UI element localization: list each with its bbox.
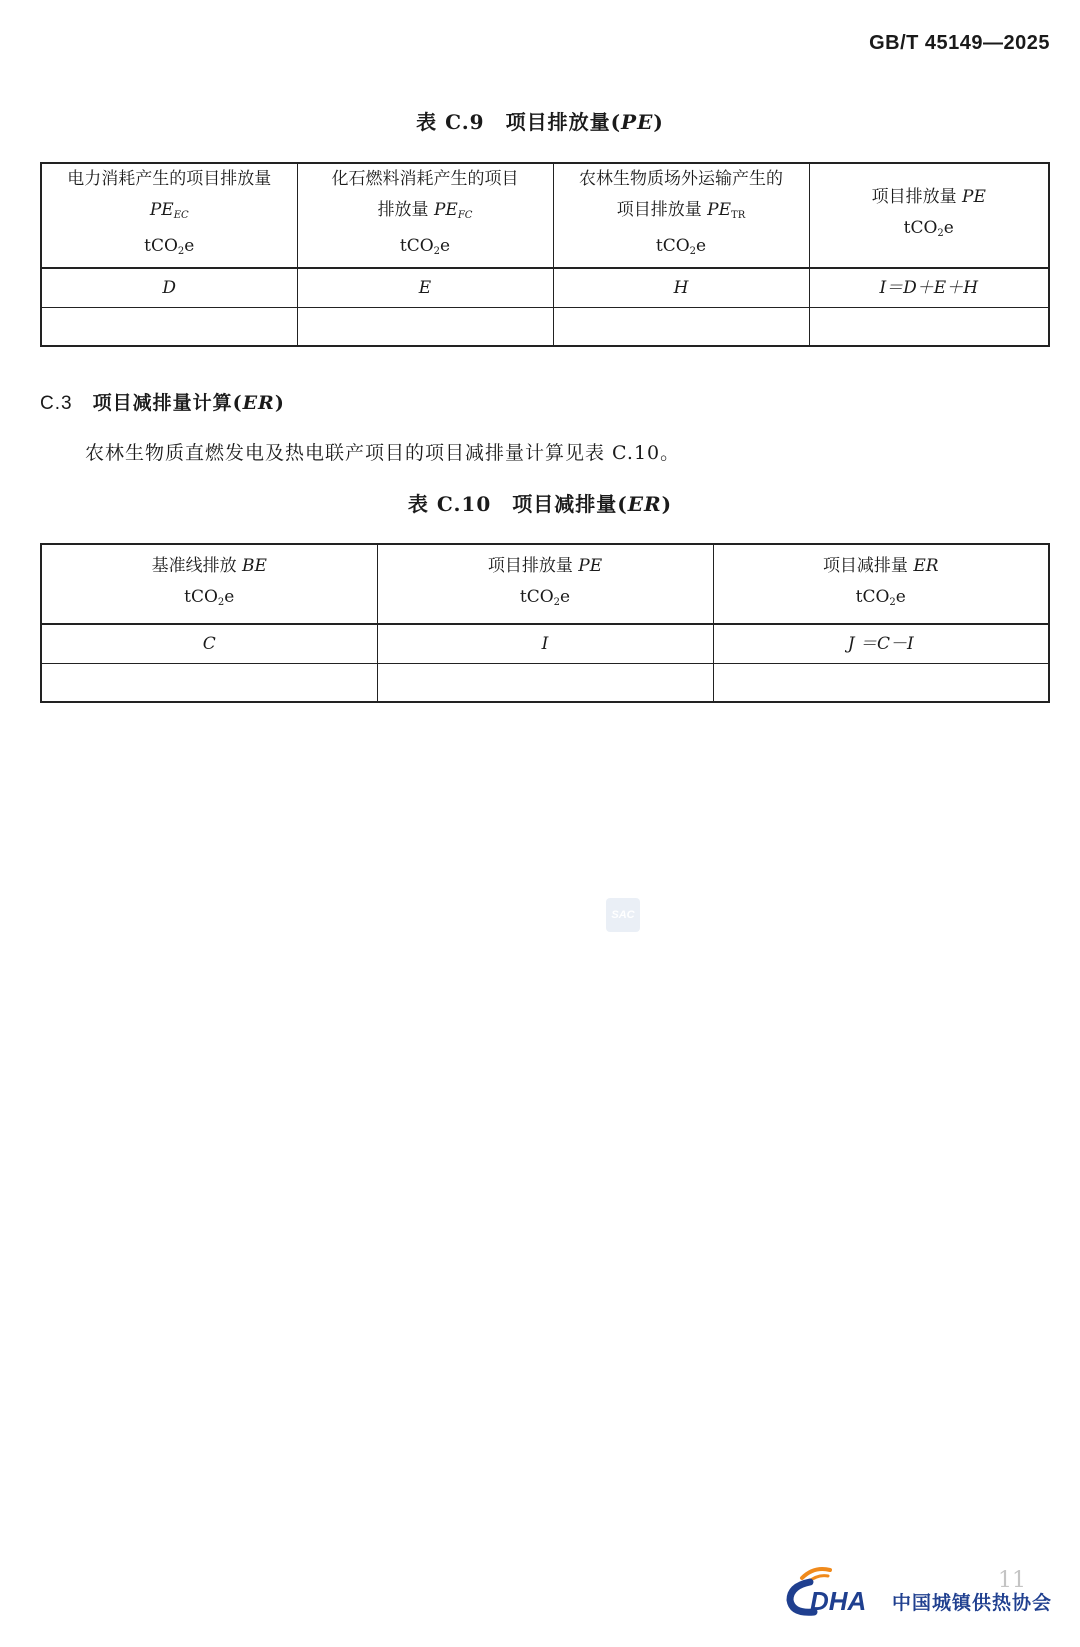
table-cell — [41, 664, 377, 703]
sac-watermark: SAC — [606, 898, 640, 932]
table-cell — [41, 308, 297, 347]
table-cell — [553, 308, 809, 347]
table-cell: I — [377, 624, 713, 664]
table-cell: C — [41, 624, 377, 664]
table-c10-header-pe — [377, 544, 713, 624]
table-cell — [377, 664, 713, 703]
table-c9-title — [0, 106, 1080, 135]
table-cell — [809, 308, 1049, 347]
header-label: 项目减排量 ER — [822, 555, 939, 576]
table-cell — [297, 308, 553, 347]
table-cell — [713, 664, 1049, 703]
table-c10-row — [41, 664, 1049, 703]
table-c10 — [40, 543, 1050, 703]
table-c9-row — [41, 268, 1049, 308]
cdha-org-name: 中国城镇供热协会 — [892, 1592, 1053, 1614]
table-cell: I＝D＋E＋H — [809, 268, 1049, 308]
table-c10-title — [0, 488, 1080, 517]
table-c10-title-var: ER — [627, 492, 662, 516]
header-var: 排放量 $PE_{FC}$ — [377, 200, 473, 221]
table-cell: H — [553, 268, 809, 308]
table-c9-title-var: PE — [621, 110, 654, 134]
table-c10-header-be — [41, 544, 377, 624]
header-unit: tCO$_2$e — [184, 586, 235, 608]
table-c9-header-tr — [553, 163, 809, 268]
table-c10-row — [41, 624, 1049, 664]
header-label: 项目排放量 PE — [487, 555, 603, 576]
header-unit: tCO$_2$e — [399, 236, 451, 257]
table-c9-header-row — [41, 163, 1049, 268]
header-label: 项目排放量 PE — [871, 187, 986, 207]
page-number: 11 — [998, 1568, 1026, 1593]
header-var: $PE_{EC}$ — [149, 200, 189, 221]
header-label: 化石燃料消耗产生的项目 — [331, 169, 519, 189]
header-unit: tCO$_2$e — [903, 218, 954, 239]
table-c9-title-prefix: 表 C.9 项目排放量( — [416, 110, 622, 134]
table-c9 — [40, 162, 1050, 347]
header-label: 电力消耗产生的项目排放量 — [67, 169, 272, 189]
svg-text:DHA: DHA — [810, 1586, 867, 1616]
table-cell: E — [297, 268, 553, 308]
standard-code: GB/T 45149—2025 — [869, 32, 1050, 54]
table-cell: J ＝C－I — [713, 624, 1049, 664]
header-var: 项目排放量 $PE_{TR}$ — [616, 200, 746, 221]
table-cell: D — [41, 268, 297, 308]
section-title-prefix: 项目减排量计算( — [92, 392, 243, 414]
section-title-var: ER — [242, 392, 275, 414]
table-c9-header-fc — [297, 163, 553, 268]
table-c10-title-prefix: 表 C.10 项目减排量( — [407, 492, 628, 516]
section-heading — [40, 388, 285, 415]
table-c9-header-pe — [809, 163, 1049, 268]
header-label: 基准线排放 BE — [151, 555, 267, 576]
table-c10-header-row — [41, 544, 1049, 624]
table-c9-title-suffix: ) — [653, 110, 664, 134]
section-number: C.3 — [40, 393, 73, 414]
table-c10-title-suffix: ) — [661, 492, 673, 516]
header-unit: tCO$_2$e — [144, 236, 195, 257]
table-c9-header-ec — [41, 163, 297, 268]
section-paragraph: 农林生物质直燃发电及热电联产项目的项目减排量计算见表 C.10。 — [85, 442, 681, 464]
section-title-suffix: ) — [274, 392, 285, 414]
header-unit: tCO$_2$e — [655, 236, 707, 257]
header-unit: tCO$_2$e — [519, 586, 571, 608]
table-c9-row — [41, 308, 1049, 347]
header-label: 农林生物质场外运输产生的 — [579, 169, 783, 189]
header-unit: tCO$_2$e — [855, 586, 906, 608]
table-c10-header-er — [713, 544, 1049, 624]
